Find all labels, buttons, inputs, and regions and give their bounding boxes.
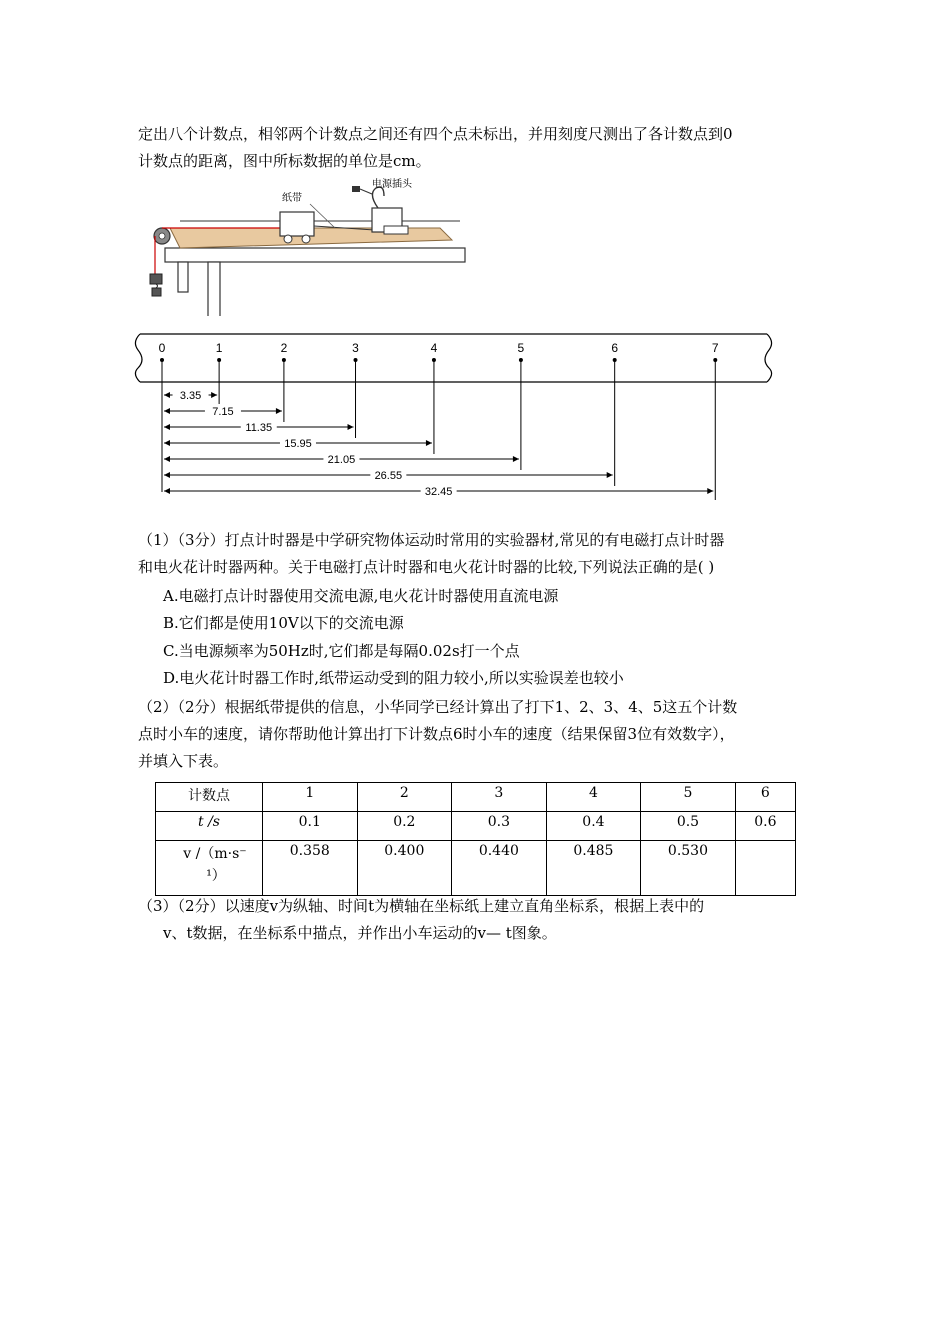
apparatus-diagram [140,176,470,316]
tape-point-label: 1 [215,341,223,355]
tape-point-label: 6 [611,341,619,355]
answer-cell[interactable] [735,841,795,896]
plug-label: 电源插头 [372,179,412,190]
velocity-header-b: ¹） [206,868,226,884]
tape-label: 纸带 [282,193,302,204]
distance-label: 11.35 [245,422,273,434]
arrowhead-icon [348,424,354,430]
distance-label: 21.05 [327,454,356,466]
table-cell: 5 [641,783,736,812]
table-cell: 1 [263,783,358,812]
arrowhead-icon [426,440,432,446]
table-cell: 0.440 [452,841,547,896]
table-leg-right [208,262,220,316]
tape-point-label: 2 [280,341,288,355]
arrowhead-icon [513,456,519,462]
q1-option-c: C.当电源频率为50Hz时,它们都是每隔0.02s打一个点 [163,642,520,660]
arrowhead-icon [164,488,170,494]
arrowhead-icon [164,456,170,462]
table-top [165,248,465,262]
q3-line-1: （3）（2分）以速度v为纵轴、时间t为横轴在坐标纸上建立直角坐标系，根据上表中的 [138,897,705,915]
table-header-time: t /s [156,812,263,841]
table-cell: 2 [357,783,452,812]
cart-icon [280,212,314,236]
table-cell: 4 [546,783,641,812]
tape-point-label: 0 [158,341,166,355]
table-header-velocity [156,841,263,896]
q2-line-2: 点时小车的速度，请你帮助他计算出打下计数点6时小车的速度（结果保留3位有效数字）， [138,725,735,743]
table-cell: 0.1 [263,812,358,841]
arrowhead-icon [164,424,170,430]
q1-line-1: （1）（3分）打点计时器是中学研究物体运动时常用的实验器材,常见的有电磁打点计时器 [138,531,725,549]
arrowhead-icon [211,392,217,398]
distance-label: 7.15 [212,406,234,418]
arrowhead-icon [164,440,170,446]
tape-point-label: 5 [517,341,525,355]
distance-label: 15.95 [284,438,312,450]
weight-icon [150,274,162,284]
q2-line-3: 并填入下表。 [138,752,229,770]
tape-point-label: 4 [430,341,438,355]
table-cell: 0.485 [546,841,641,896]
intro-line-1: 定出八个计数点，相邻两个计数点之间还有四个点未标出，并用刻度尺测出了各计数点到0 [138,125,733,143]
table-row [156,841,796,896]
arrowhead-icon [276,408,282,414]
table-cell: 0.530 [641,841,736,896]
q1-option-b: B.它们都是使用10V以下的交流电源 [163,614,404,632]
intro-line-2: 计数点的距离，图中所标数据的单位是cm。 [138,152,431,170]
table-cell: 0.6 [735,812,795,841]
q2-line-1: （2）（2分）根据纸带提供的信息，小华同学已经计算出了打下1、2、3、4、5这五个计数 [138,698,738,716]
arrowhead-icon [164,408,170,414]
power-cord-icon [372,187,384,208]
table-row [156,783,796,812]
table-cell: 0.358 [263,841,358,896]
table-row [156,812,796,841]
q1-option-a: A.电磁打点计时器使用交流电源,电火花计时器使用直流电源 [163,587,559,605]
arrowhead-icon [707,488,713,494]
tape-point-label: 7 [711,341,719,355]
table-cell: 0.4 [546,812,641,841]
paper-tape-diagram [130,330,780,500]
q1-option-d: D.电火花计时器工作时,纸带运动受到的阻力较小,所以实验误差也较小 [163,669,624,687]
arrowhead-icon [164,472,170,478]
power-plug-icon [352,186,360,192]
table-cell: 3 [452,783,547,812]
q3-line-2: v、t数据，在坐标系中描点，并作出小车运动的v— t图象。 [163,924,557,942]
distance-label: 32.45 [424,486,453,498]
table-cell: 0.3 [452,812,547,841]
velocity-header-a: v /（m·s⁻ [183,846,247,862]
table-cell: 6 [735,783,795,812]
table-cell: 0.2 [357,812,452,841]
tape-point-label: 3 [352,341,359,355]
arrowhead-icon [164,392,170,398]
distance-label: 3.35 [179,390,202,402]
table-header-point: 计数点 [156,783,263,812]
arrowhead-icon [607,472,613,478]
table-leg-left [178,262,188,292]
q1-line-2: 和电火花计时器两种。关于电磁打点计时器和电火花计时器的比较,下列说法正确的是( ) [138,558,715,576]
velocity-table [155,782,796,896]
table-cell: 0.5 [641,812,736,841]
distance-label: 26.55 [374,470,403,482]
table-cell: 0.400 [357,841,452,896]
